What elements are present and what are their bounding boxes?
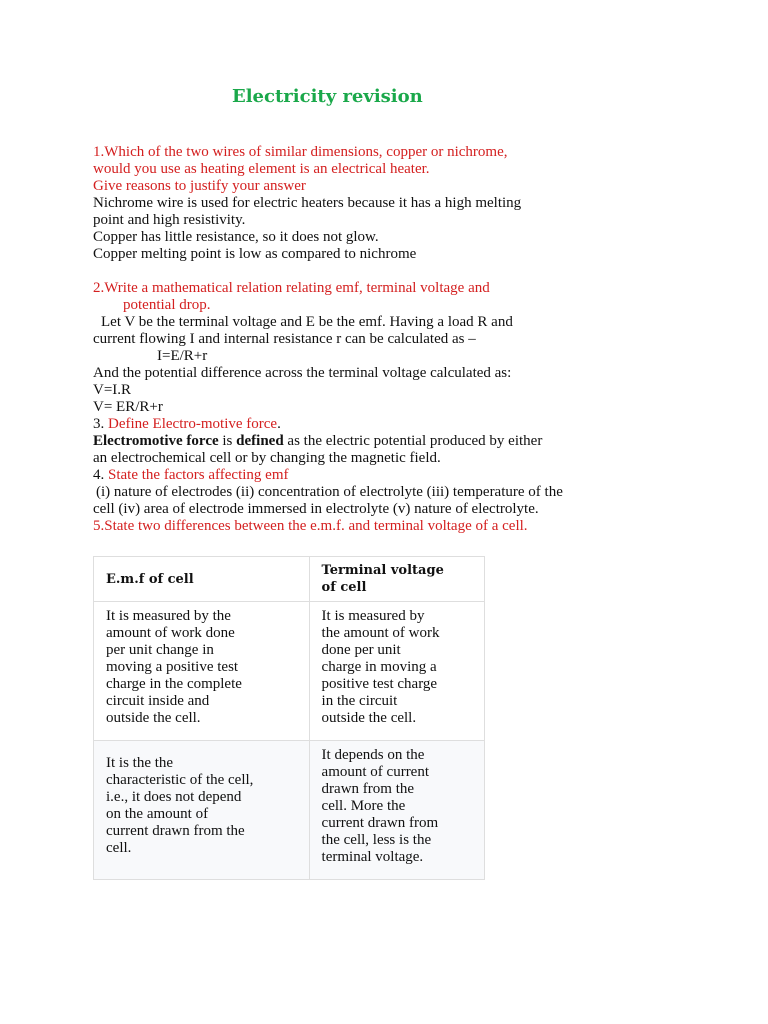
- spacer: [93, 263, 693, 280]
- cell-text: It is the the characteristic of the cell, i.e., it does not depend on the amount of current drawn from the cell.: [106, 755, 254, 856]
- table-header-cell: [94, 557, 310, 602]
- comparison-table: [93, 556, 485, 880]
- q1-question-line: Give reasons to justify your answer: [93, 178, 306, 194]
- q4-question-line: [93, 467, 693, 484]
- header-terminal-voltage: Terminal voltage of cell: [321, 563, 444, 595]
- cell-text: It is measured by the amount of work done per unit change in moving a positive test charge in the complete circuit inside and outside the cell.: [106, 608, 242, 726]
- q2-answer-line: current flowing I and internal resistance r can be calculated as –: [93, 331, 476, 347]
- q2-formula: I=E/R+r: [157, 348, 208, 364]
- table-header-row: [94, 557, 485, 602]
- q1-answer-line: Copper melting point is low as compared to nichrome: [93, 246, 417, 262]
- q3-question-line: [93, 416, 693, 433]
- q4-question: State the factors affecting emf: [108, 467, 289, 483]
- q2-formula: V= ER/R+r: [93, 399, 163, 415]
- table-row: [94, 602, 485, 741]
- table-cell: [94, 741, 310, 880]
- q1-question-line: 1.Which of the two wires of similar dimensions, copper or nichrome,: [93, 144, 508, 160]
- table-cell: [94, 602, 310, 741]
- q3-question: Define Electro-motive force: [108, 416, 278, 432]
- table-header-cell: [309, 557, 484, 602]
- page-title: Electricity revision: [232, 86, 423, 107]
- q4-answer-line: cell (iv) area of electrode immersed in electrolyte (v) nature of electrolyte.: [93, 501, 539, 517]
- header-emf: E.m.f of cell: [106, 571, 194, 587]
- q3-answer-line: an electrochemical cell or by changing the magnetic field.: [93, 450, 441, 466]
- q1-answer-line: Nichrome wire is used for electric heaters because it has a high melting: [93, 195, 522, 211]
- q3-period: .: [277, 416, 281, 432]
- q2-question-line: potential drop.: [123, 297, 211, 313]
- q2-question-line: 2.Write a mathematical relation relating emf, terminal voltage and: [93, 280, 490, 296]
- table-row: [94, 741, 485, 880]
- q3-number: 3.: [93, 416, 108, 432]
- q5-question-line: 5.State two differences between the e.m.f. and terminal voltage of a cell.: [93, 518, 528, 534]
- table-cell: [309, 741, 484, 880]
- table-cell: [309, 602, 484, 741]
- cell-text: It depends on the amount of current drawn from the cell. More the current drawn from the cell, less is the terminal voltage.: [321, 747, 439, 865]
- q1-answer-line: point and high resistivity.: [93, 212, 246, 228]
- q4-number: 4.: [93, 467, 108, 483]
- q3-is: is: [218, 433, 237, 449]
- q3-answer-line: [93, 433, 693, 450]
- q1-answer-line: Copper has little resistance, so it does not glow.: [93, 229, 379, 245]
- q2-formula: V=I.R: [93, 382, 132, 398]
- q3-term: Electromotive force: [93, 433, 219, 449]
- document-body: [93, 144, 693, 535]
- q2-answer-line: Let V be the terminal voltage and E be the emf. Having a load R and: [101, 314, 513, 330]
- q4-answer-line: (i) nature of electrodes (ii) concentration of electrolyte (iii) temperature of the: [96, 484, 563, 500]
- q1-question-line: would you use as heating element is an electrical heater.: [93, 161, 430, 177]
- q3-defined: defined: [236, 433, 284, 449]
- cell-text: It is measured by the amount of work done per unit charge in moving a positive test charge in the circuit outside the cell.: [321, 608, 440, 726]
- q3-answer-rest: as the electric potential produced by either: [283, 433, 543, 449]
- q2-answer-line: And the potential difference across the terminal voltage calculated as:: [93, 365, 512, 381]
